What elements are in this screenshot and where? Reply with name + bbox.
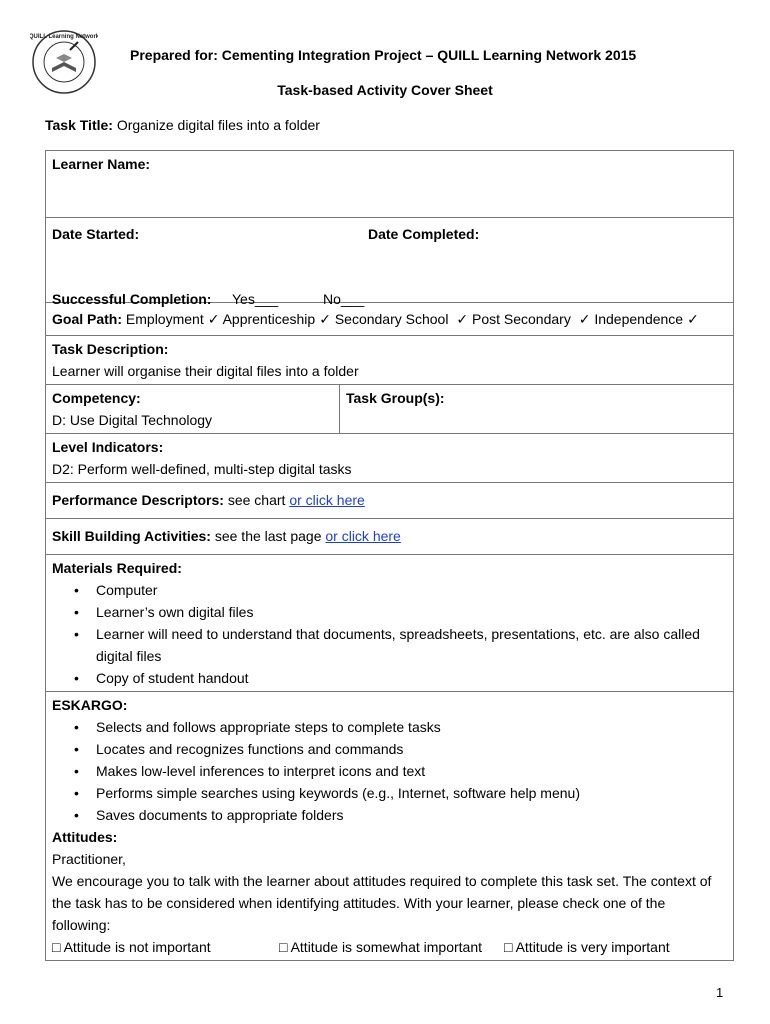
learner-name-row: [46, 151, 734, 218]
check-icon: ✓: [578, 311, 591, 327]
list-item: • Copy of student handout: [96, 667, 727, 689]
no-option[interactable]: No___: [323, 291, 365, 307]
successful-completion-label: Successful Completion:: [52, 291, 212, 307]
skill-building-text: see the last page: [210, 528, 326, 544]
dates-cell: [46, 218, 734, 307]
skill-building-row: [46, 519, 734, 555]
performance-cell: [46, 483, 734, 519]
goal-employment[interactable]: Employment: [125, 311, 204, 327]
level-indicators-cell: [46, 434, 734, 483]
goal-post-secondary[interactable]: Post Secondary: [471, 311, 571, 327]
check-icon: ✓: [207, 311, 220, 327]
skill-building-link[interactable]: or click here: [325, 528, 401, 544]
learner-name-cell[interactable]: [46, 151, 734, 218]
level-indicators-value: D2: Perform well-defined, multi-step digital tasks: [52, 461, 352, 477]
goal-path-label: Goal Path:: [52, 311, 123, 327]
performance-text: see chart: [223, 492, 290, 508]
page-number: 1: [716, 985, 724, 1000]
competency-label: Competency:: [52, 390, 141, 406]
attitude-somewhat-important-checkbox[interactable]: □ Attitude is somewhat important: [279, 939, 482, 955]
check-icon: ✓: [456, 311, 469, 327]
eskargo-label: ESKARGO:: [52, 697, 128, 713]
list-item: • Selects and follows appropriate steps to complete tasks: [96, 716, 727, 738]
level-indicators-label: Level Indicators:: [52, 439, 164, 455]
learner-name-label: Learner Name:: [52, 156, 151, 172]
list-item: • Makes low-level inferences to interpret icons and text: [96, 760, 727, 782]
goal-apprenticeship[interactable]: Apprenticeship: [222, 311, 316, 327]
materials-row: [46, 555, 734, 692]
goal-independence[interactable]: Independence: [594, 311, 684, 327]
list-item: • Saves documents to appropriate folders: [96, 804, 727, 826]
attitude-very-important-checkbox[interactable]: □ Attitude is very important: [504, 939, 670, 955]
list-item: • Locates and recognizes functions and commands: [96, 738, 727, 760]
list-item: • Performs simple searches using keywords (e.g., Internet, software help menu): [96, 782, 727, 804]
materials-label: Materials Required:: [52, 560, 182, 576]
cover-sheet-form: [45, 150, 734, 961]
list-item: • Computer: [96, 579, 727, 601]
attitudes-salutation: Practitioner,: [52, 851, 126, 867]
competency-cell: [46, 385, 340, 434]
task-title: [45, 117, 320, 133]
task-title-value: Organize digital files into a folder: [112, 117, 320, 133]
performance-link[interactable]: or click here: [289, 492, 365, 508]
dates-row: [46, 218, 734, 303]
date-started-label: Date Started:: [52, 226, 140, 242]
check-icon: ✓: [687, 311, 699, 327]
attitude-not-important-checkbox[interactable]: □ Attitude is not important: [52, 939, 211, 955]
task-groups-cell[interactable]: [340, 385, 734, 434]
yes-option[interactable]: Yes___: [232, 291, 279, 307]
attitude-options: [52, 936, 727, 958]
list-item: • Learner will need to understand that documents, spreadsheets, presentations, etc. are also called digital files: [96, 623, 727, 667]
task-description-value: Learner will organise their digital files into a folder: [52, 363, 359, 379]
goal-secondary-school[interactable]: Secondary School: [334, 311, 449, 327]
performance-row: [46, 483, 734, 519]
date-completed-label: Date Completed:: [368, 226, 480, 242]
task-description-label: Task Description:: [52, 341, 169, 357]
materials-list: [52, 579, 727, 689]
list-item: • Learner’s own digital files: [96, 601, 727, 623]
page-subtitle: Task-based Activity Cover Sheet: [277, 82, 493, 98]
task-groups-label: Task Group(s):: [346, 390, 445, 406]
logo-text: QUILL Learning Network: [30, 34, 98, 40]
competency-row: [46, 385, 734, 434]
task-description-row: [46, 336, 734, 385]
materials-cell: [46, 555, 734, 692]
competency-value: D: Use Digital Technology: [52, 412, 213, 428]
prepared-for-line: Prepared for: Cementing Integration Project – QUILL Learning Network 2015: [130, 47, 637, 63]
eskargo-row: [46, 692, 734, 961]
eskargo-cell: [46, 692, 734, 961]
level-indicators-row: [46, 434, 734, 483]
attitudes-text: We encourage you to talk with the learner about attitudes required to complete this task set. The context of the task has to be considered when identifying attitudes. With your learner, please check one of the following:: [52, 873, 712, 933]
performance-label: Performance Descriptors:: [52, 492, 224, 508]
skill-building-label: Skill Building Activities:: [52, 528, 211, 544]
eskargo-list: [52, 716, 727, 826]
attitudes-label: Attitudes:: [52, 829, 118, 845]
task-title-label: Task Title:: [45, 117, 113, 133]
check-icon: ✓: [319, 311, 331, 327]
task-description-cell: [46, 336, 734, 385]
skill-building-cell: [46, 519, 734, 555]
